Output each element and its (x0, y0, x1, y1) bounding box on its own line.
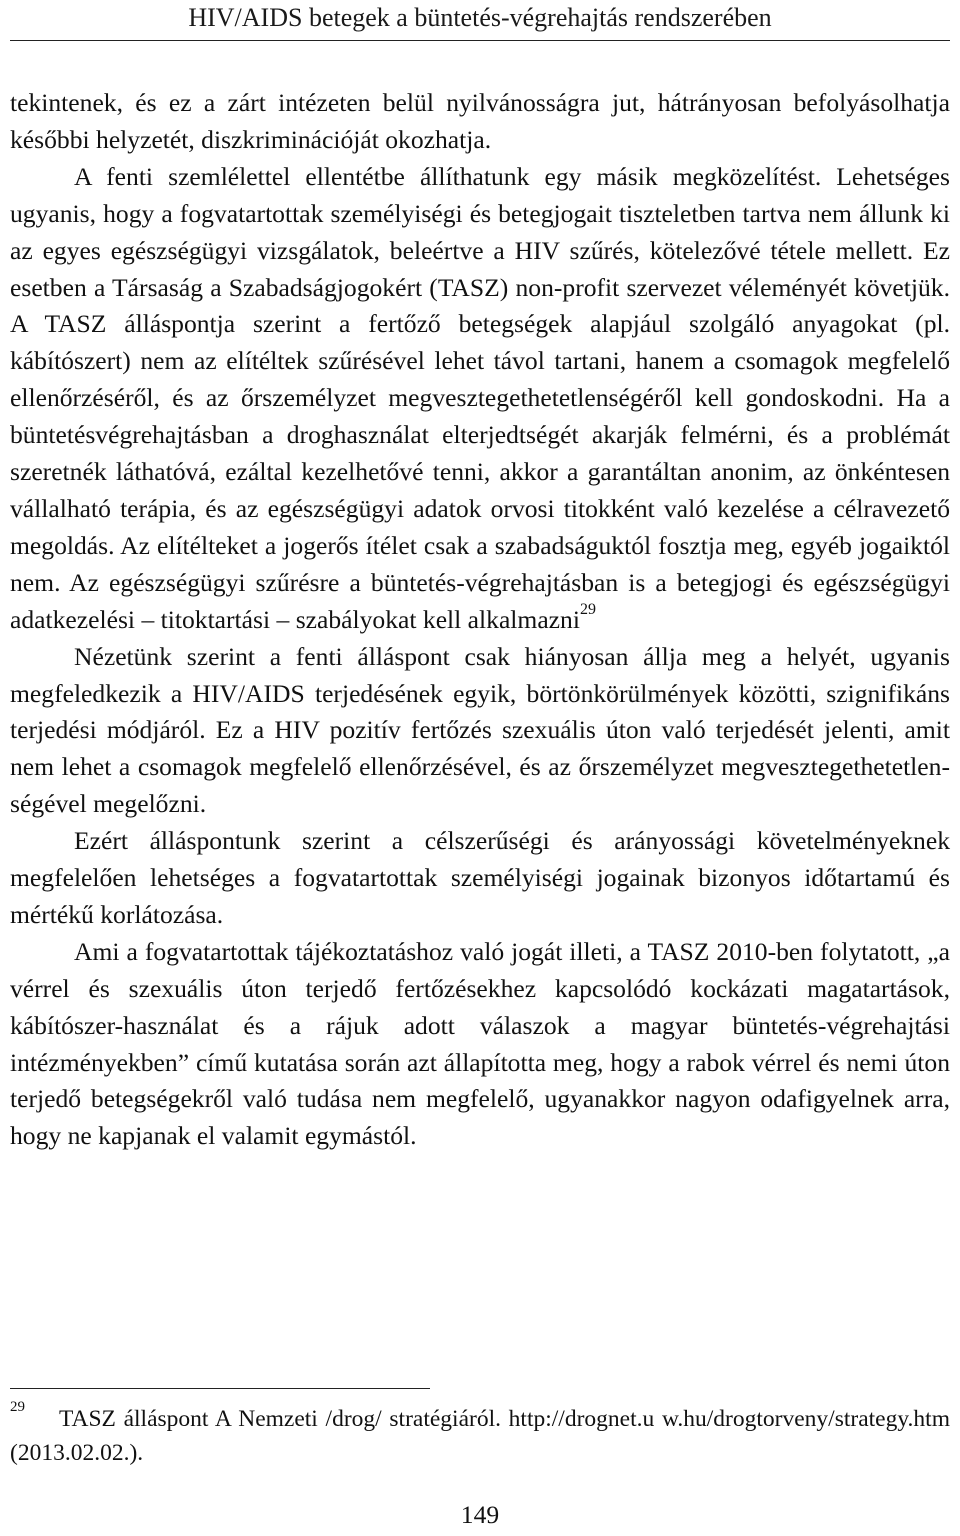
paragraph-4: Ezért álláspontunk szerint a célszerűségi és arányossági követelményeknek megfelelően lehetséges a fogvatartottak személyiségi jogainak bizonyos időtartamú és mértékű korlátozása. (10, 826, 950, 929)
footnote-reference[interactable]: 29 (579, 601, 596, 619)
paragraph-2-text: A fenti szemlélettel ellentétbe állíthatunk egy másik megközelítést. Lehetséges ugyanis, hogy a fogvatartottak személyiségi és betegjogait tiszteletben tartva nem állunk ki az egyes egészségügyi vizsgálatok, beleértve a HIV szűrés, kötelezővé tétele mellett. Ez esetben a Társaság a Szabadságjogokért (TASZ) non-profit szervezet véleményét követjük. A TASZ álláspontja szerint a fertőző betegségek alapjául szolgáló anyagokat (pl. kábítószert) nem az elítéltek szűrésével lehet távol tartani, hanem a csomagok megfelelő ellenőrzéséről, és az őrszemélyzet megvesztegethetetlenségéről kell gondoskodni. Ha a büntetésvégrehajtásban a droghasználat elterjedtségét akarják felmérni, és a problémát szeretnék láthatóvá, ezáltal kezelhetővé tenni, akkor a garantáltan anonim, az önkéntesen vállalható terápia, és az egészségügyi adatok orvosi titokként való kezelése a célravezető megoldás. Az elítélteket a jogerős ítélet csak a szabadságuktól fosztja meg, egyéb jogaiktól nem. Az egészségügyi szűrésre a büntetés-végrehajtásban is a betegjogi és egészségügyi adatkezelési – titoktartási – szabályokat kell alkalmazni (10, 161, 950, 634)
paragraph-5: Ami a fogvatartottak tájékoztatáshoz való jogát illeti, a TASZ 2010-ben folytatott, „a vérrel és szexuális úton terjedő fertőzésekhez kapcsolódó kockázati magatartások, kábítószer-használat és a rájuk adott válaszok a magyar büntetés-végrehajtási intézményekben” című kutatása során azt állapította meg, hogy a rabok vérrel és nemi úton terjedő betegségekről való tudása nem megfelelő, ugyanakkor nagyon odafigyelnek arra, hogy ne kapjanak el valamit egymástól. (10, 936, 950, 1151)
running-header: HIV/AIDS betegek a büntetés-végrehajtás rendszerében (188, 3, 772, 32)
header-rule (10, 40, 950, 41)
footnote-rule (10, 1388, 430, 1389)
paragraph-2 (10, 159, 950, 639)
page-number: 149 (460, 1500, 500, 1529)
footnote-number: 29 (10, 1399, 25, 1416)
footnote (10, 1399, 950, 1470)
paragraph-3: Nézetünk szerint a fenti álláspont csak hiányosan állja meg a helyét, ugyanis megfeledkezik a HIV/AIDS terjedésének egyik, börtönkörülmények közötti, szignifikáns terjedési módjáról. Ez a HIV pozitív fertőzés szexuális úton való terjedését jelenti, amit nem lehet a csomagok megfelelő ellenőrzésével, és az őrszemélyzet megvesztegethetetlenségével megelőzni. (10, 641, 950, 819)
footnote-text: TASZ álláspont A Nemzeti /drog/ stratégiáról. http://drognet.u w.hu/drogtorveny/strategy.htm (2013.02.02.). (10, 1406, 950, 1466)
body-text (10, 85, 950, 1155)
paragraph-1: tekintenek, és ez a zárt intézeten belül nyilvánosságra jut, hátrányosan befolyásolhatja későbbi helyzetét, diszkriminációját okozhatja. (10, 88, 950, 154)
